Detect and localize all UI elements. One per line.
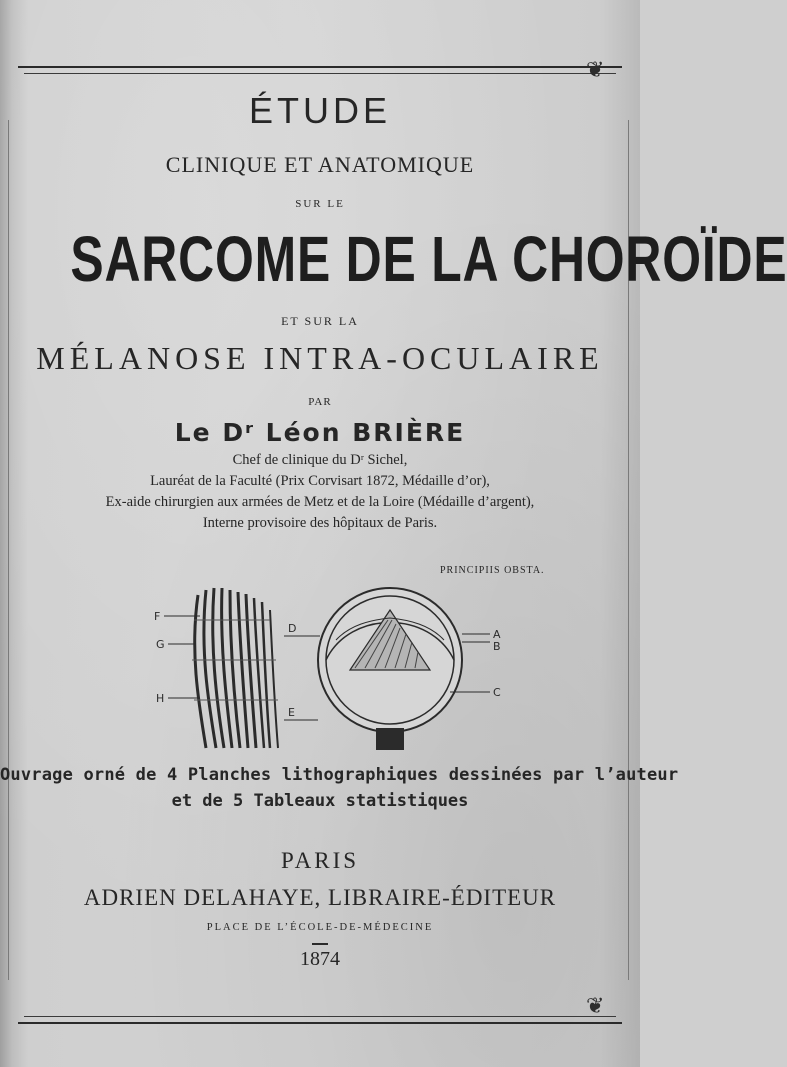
publisher-address: PLACE DE L’ÉCOLE-DE-MÉDECINE (206, 922, 434, 933)
eye-cross-section-illustration (150, 580, 510, 755)
corner-ornament-icon: ❦ (586, 994, 605, 1019)
author-credential: Ex-aide chirurgien aux armées de Metz et de la Loire (Médaille d’argent), (105, 494, 535, 510)
author-credential: Lauréat de la Faculté (Prix Corvisart 1872, Médaille d’or), (150, 473, 490, 489)
corner-ornament-icon: ❦ (586, 58, 605, 83)
secondary-title: MÉLANOSE INTRA-OCULAIRE (36, 340, 604, 376)
fibrous-tissue (192, 588, 278, 748)
figure-label: F (154, 610, 161, 623)
author-name: Le Dʳ Léon BRIÈRE (174, 418, 466, 447)
figure-label: D (288, 622, 297, 635)
eye-globe (318, 588, 462, 750)
author-credential: Chef de clinique du Dʳ Sichel, (232, 452, 408, 468)
figure-label: C (493, 686, 501, 699)
subtitle-clinique: CLINIQUE ET ANATOMIQUE (165, 152, 475, 177)
main-title: SARCOME DE LA CHOROÏDE (70, 223, 787, 295)
motto: PRINCIPIIS OBSTA. (440, 565, 545, 576)
subtitle-sur-le: SUR LE (295, 198, 345, 210)
title-etude: ÉTUDE (248, 90, 391, 131)
author-credential: Interne provisoire des hôpitaux de Paris. (202, 515, 438, 531)
publication-city: PARIS (280, 848, 360, 873)
divider (312, 943, 328, 945)
figure-label: H (156, 692, 165, 705)
subtitle-et-sur-la: ET SUR LA (281, 314, 359, 328)
by-line: PAR (308, 396, 332, 408)
figure-label: G (156, 638, 165, 651)
publisher-name: ADRIEN DELAHAYE, LIBRAIRE-ÉDITEUR (83, 885, 557, 910)
contents-description-2: et de 5 Tableaux statistiques (171, 791, 469, 811)
figure-label: E (288, 706, 295, 719)
contents-description: Ouvrage orné de 4 Planches lithographiques dessinées par l’auteur (0, 765, 679, 785)
figure-label: B (493, 640, 501, 653)
publication-year: 1874 (300, 948, 340, 970)
figure-label: A (493, 628, 501, 641)
